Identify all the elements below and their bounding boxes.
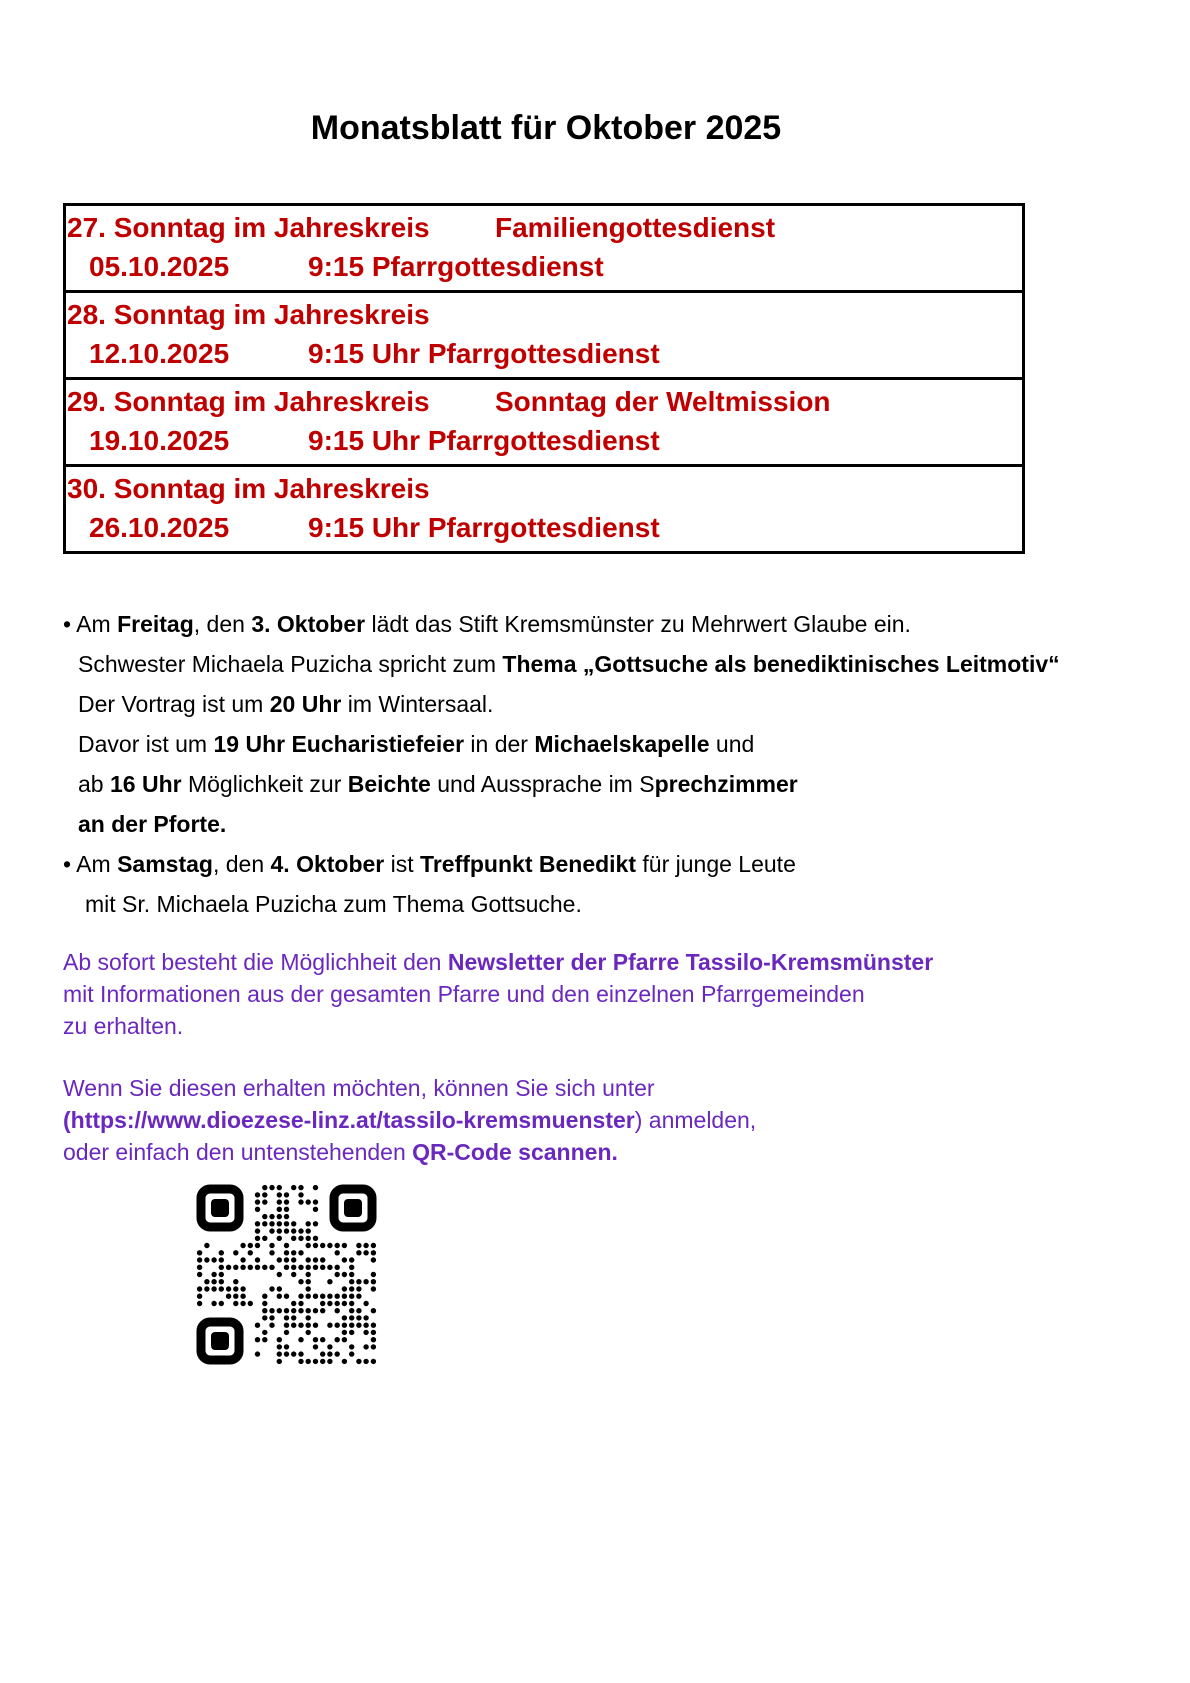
qr-code	[196, 1184, 377, 1365]
text-segment: Thema „Gottsuche als benediktinisches Leitmotiv“	[502, 651, 1060, 677]
row-detail-line	[67, 421, 1022, 460]
text-line	[63, 946, 1190, 978]
text-segment: Treffpunkt Benedikt	[420, 851, 637, 877]
text-segment: Wenn Sie diesen erhalten möchten, können Sie sich unter	[63, 1075, 655, 1101]
sunday-service: 9:15 Uhr Pfarrgottesdienst	[308, 338, 660, 369]
row-detail-line	[67, 508, 1022, 547]
text-segment: mit Informationen aus der gesamten Pfarre und den einzelnen Pfarrgemeinden	[63, 981, 865, 1007]
sunday-date: 12.10.2025	[89, 338, 230, 369]
text-line	[78, 804, 1190, 844]
text-segment: Samstag	[117, 851, 213, 877]
text-line	[63, 1104, 1190, 1136]
text-segment: Beichte	[347, 771, 431, 797]
text-segment: an der Pforte.	[78, 811, 227, 837]
newsletter-link[interactable]: (https://www.dioezese-linz.at/tassilo-kremsmuenster	[63, 1107, 635, 1133]
sunday-subtitle: Familiengottesdienst	[495, 212, 776, 243]
text-segment: und Aussprache im S	[430, 771, 655, 797]
text-segment: für junge Leute	[636, 851, 796, 877]
signup-paragraph	[0, 1072, 1190, 1168]
row-title-line	[67, 382, 1022, 421]
announcements-section	[0, 604, 1190, 924]
row-title-line	[67, 469, 1022, 508]
text-line	[85, 884, 1190, 924]
text-line	[63, 978, 1190, 1010]
text-line	[78, 764, 1190, 804]
text-segment: oder einfach den untenstehenden	[63, 1139, 413, 1165]
text-segment: 16 Uhr	[109, 771, 182, 797]
text-segment: Michaelskapelle	[534, 731, 710, 757]
text-line	[63, 1072, 1190, 1104]
newsletter-paragraph	[0, 946, 1190, 1042]
text-segment: Schwester Michaela Puzicha spricht zum	[78, 651, 503, 677]
text-line	[78, 684, 1190, 724]
text-line	[78, 644, 1190, 684]
text-segment: ) anmelden,	[634, 1107, 757, 1133]
text-segment: im Wintersaal.	[341, 691, 494, 717]
text-segment: 4. Oktober	[270, 851, 385, 877]
text-segment: • Am	[63, 851, 118, 877]
text-segment: ist	[384, 851, 421, 877]
text-segment: 19 Uhr Eucharistiefeier	[213, 731, 465, 757]
text-segment: 3. Oktober	[251, 611, 366, 637]
sunday-service: 9:15 Uhr Pfarrgottesdienst	[308, 512, 660, 543]
sunday-subtitle: Sonntag der Weltmission	[495, 386, 831, 417]
text-line	[63, 1010, 1190, 1042]
sunday-date: 26.10.2025	[89, 512, 230, 543]
text-line	[63, 1136, 1190, 1168]
text-segment: zu erhalten.	[63, 1013, 184, 1039]
text-segment: ab	[78, 771, 110, 797]
schedule-table	[63, 203, 1025, 554]
text-line	[78, 724, 1190, 764]
table-row	[66, 467, 1022, 551]
table-row	[66, 206, 1022, 293]
row-title-line	[67, 295, 1022, 334]
text-segment: mit Sr. Michaela Puzicha zum Thema Gottsuche.	[85, 891, 582, 917]
text-segment: 20 Uhr	[269, 691, 342, 717]
text-line	[63, 604, 1190, 644]
table-row	[66, 380, 1022, 467]
text-segment: QR-Code scannen.	[412, 1139, 618, 1165]
text-segment: Newsletter der Pfarre Tassilo-Kremsmünster	[447, 949, 934, 975]
sunday-title: 29. Sonntag im Jahreskreis	[67, 386, 430, 417]
text-segment: , den	[193, 611, 252, 637]
sunday-title: 30. Sonntag im Jahreskreis	[67, 473, 430, 504]
text-segment: Freitag	[117, 611, 194, 637]
page-title: Monatsblatt für Oktober 2025	[310, 109, 782, 147]
table-row	[66, 293, 1022, 380]
text-segment: , den	[212, 851, 271, 877]
text-segment: Der Vortrag ist um	[78, 691, 270, 717]
sunday-date: 05.10.2025	[89, 251, 230, 282]
text-segment: in der	[464, 731, 535, 757]
sunday-title: 27. Sonntag im Jahreskreis	[67, 212, 430, 243]
text-segment: lädt das Stift Kremsmünster zu Mehrwert Glaube ein.	[365, 611, 911, 637]
text-segment: und	[709, 731, 755, 757]
sunday-date: 19.10.2025	[89, 425, 230, 456]
sunday-service: 9:15 Pfarrgottesdienst	[308, 251, 604, 282]
sunday-title: 28. Sonntag im Jahreskreis	[67, 299, 430, 330]
text-segment: Ab sofort besteht die Möglichheit den	[63, 949, 448, 975]
text-segment: Davor ist um	[78, 731, 214, 757]
text-line	[63, 844, 1190, 884]
text-segment: prechzimmer	[654, 771, 798, 797]
row-detail-line	[67, 334, 1022, 373]
text-segment: Möglichkeit zur	[181, 771, 348, 797]
row-title-line	[67, 208, 1022, 247]
text-segment: • Am	[63, 611, 118, 637]
row-detail-line	[67, 247, 1022, 286]
sunday-service: 9:15 Uhr Pfarrgottesdienst	[308, 425, 660, 456]
